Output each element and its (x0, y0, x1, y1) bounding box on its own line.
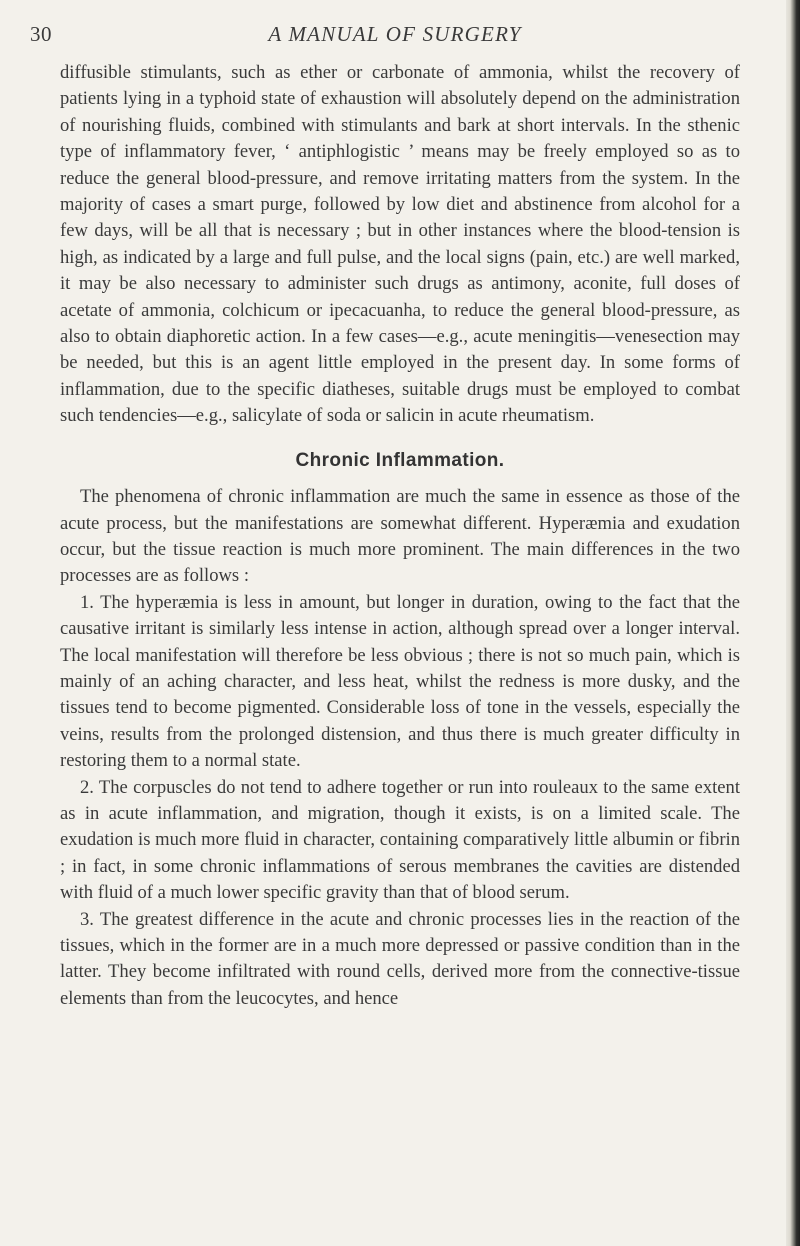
section-heading: Chronic Inflammation. (295, 449, 505, 471)
page-header (30, 22, 760, 50)
page-number: 30 (30, 22, 52, 46)
paragraph: diffusible stimulants, such as ether or carbonate of ammonia, whilst the recovery of patients lying in a typhoid state of exhaustion will absolutely depend on the administration of nourishing fluids, combined with stimulants and bark at short intervals. In the sthenic type of inflammatory fever, ‘ antiphlogistic ’ means may be freely employed so as to reduce the general blood-pressure, and remove irritating matters from the system. In the majority of cases a smart purge, followed by low diet and abstinence from alcohol for a few days, will be all that is necessary ; but in other instances where the blood-tension is high, as indicated by a large and full pulse, and the local signs (pain, etc.) are well marked, it may be also necessary to administer such drugs as antimony, aconite, full doses of acetate of ammonia, colchicum or ipecacuanha, to reduce the general blood-pressure, as also to obtain diaphoretic action. In a few cases—e.g., acute meningitis—venesection may be needed, but this is an agent little employed in the present day. In some forms of inflammation, due to the specific diatheses, suitable drugs must be employed to combat such tendencies—e.g., salicylate of soda or salicin in acute rheumatism. (60, 62, 740, 427)
paragraph: The phenomena of chronic inflammation are much the same in essence as those of the acute process, but the manifestations are somewhat different. Hyperæmia and exudation occur, but the tissue reaction is much more prominent. The main differences in the two processes are as follows : (60, 486, 740, 587)
running-title: A MANUAL OF SURGERY (268, 22, 522, 46)
paragraph: 2. The corpuscles do not tend to adhere together or run into rouleaux to the same extent as in acute inflammation, and migration, though it exists, is on a limited scale. The exudation is much more fluid in character, containing comparatively little albumin or fibrin ; in fact, in some chronic inflammations of serous membranes the cavities are distended with fluid of a much lower specific gravity than that of blood serum. (60, 776, 740, 904)
page-edge (786, 0, 800, 1246)
paragraph: 1. The hyperæmia is less in amount, but longer in duration, owing to the fact that the causative irritant is similarly less intense in action, although spread over a longer interval. The local manifestation will therefore be less obvious ; there is not so much pain, which is mainly of an aching character, and less heat, whilst the redness is more dusky, and the tissues tend to become pigmented. Considerable loss of tone in the vessels, especially the veins, results from the prolonged distension, and thus there is much greater difficulty in restoring them to a normal state. (60, 591, 740, 772)
body-text (60, 60, 740, 1012)
paragraph: 3. The greatest difference in the acute and chronic processes lies in the reaction of the tissues, which in the former are in a much more depressed or passive condition than in the latter. They become infiltrated with round cells, derived more from the connective-tissue elements than from the leucocytes, and hence (60, 908, 740, 1009)
